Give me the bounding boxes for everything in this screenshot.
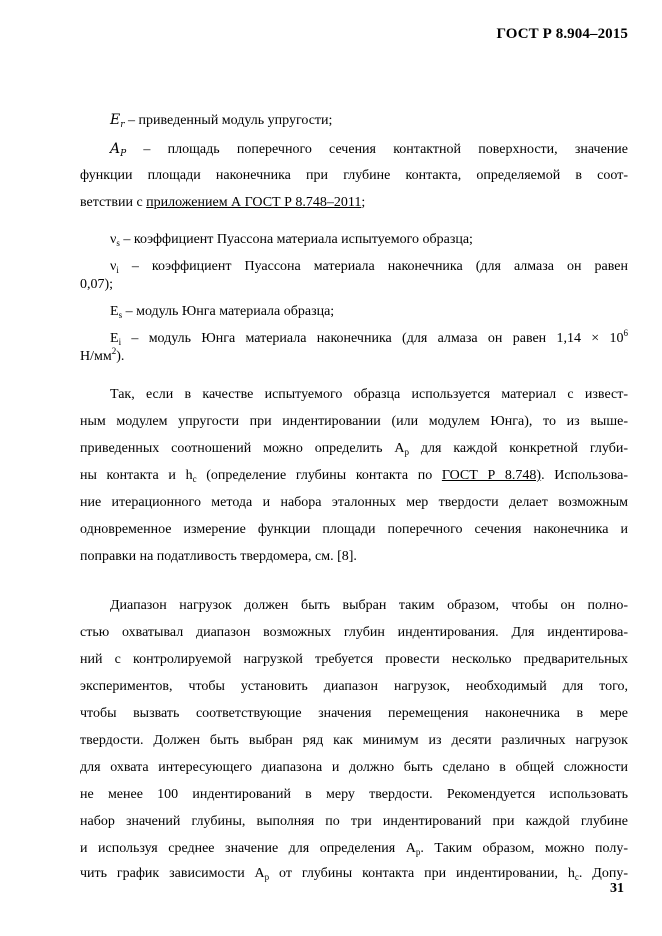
definition-ei-line1: $E_i$ – модуль Юнга материала наконечника (для алмаза он равен $1,14 \times 10^6$ <box>110 328 628 347</box>
definition-nu-s: $\nu_s$ – коэффициент Пуассона материала испытуемого образца; <box>110 232 473 248</box>
definition-ap-line1: $A_P$ – площадь поперечного сечения контактной поверхности, значение <box>110 141 628 159</box>
appendix-link[interactable]: приложением А ГОСТ Р 8.748–2011 <box>146 195 362 210</box>
definition-es: $E_s$ – модуль Юнга материала образца; <box>110 304 335 320</box>
symbol-ap: $A_P$ <box>110 141 127 159</box>
symbol-er: $E_r$ <box>110 112 125 130</box>
para1-line: Так, если в качестве испытуемого образца используется материал с извест- <box>110 387 628 402</box>
definition-nu-i-line1: $\nu_i$ – коэффициент Пуассона материала наконечника (для алмаза он равен <box>110 259 628 275</box>
para1-line: ние итерационного метода и набора эталонных мер твердости делает возможным <box>80 495 628 510</box>
para2-line: набор значений глубины, выполняя по три индентирований при каждой глубине <box>80 814 628 829</box>
para1-line: приведенных соотношений можно определить $A_p$ для каждой конкретной глуби- <box>80 441 628 457</box>
gost-link[interactable]: ГОСТ Р 8.748) <box>441 468 542 483</box>
para1-line: ным модулем упругости при индентировании (или модулем Юнга), то из выше- <box>80 414 628 429</box>
para2-line: твердости. Должен быть выбран ряд как минимум из десяти различных нагрузок <box>80 733 628 748</box>
definition-er: $E_r$ – приведенный модуль упругости; <box>110 112 333 130</box>
definition-nu-i-line2: 0,07); <box>80 277 114 292</box>
para1-line: ны контакта и $h_c$ (определение глубины контакта по ГОСТ Р 8.748). Использова- <box>80 468 628 484</box>
para2-line: ний с контролируемой нагрузкой требуется провести несколько предварительных <box>80 652 628 667</box>
page-header: ГОСТ Р 8.904–2015 <box>496 26 628 42</box>
page-number: 31 <box>610 881 624 896</box>
definition-ap-line3: ветствии с приложением А ГОСТ Р 8.748–2011; <box>80 195 366 210</box>
para2-line: стью охватывал диапазон возможных глубин индентирования. Для индентирова- <box>80 625 628 640</box>
para2-line: не менее 100 индентирований в меру твердости. Рекомендуется использовать <box>80 787 628 802</box>
para2-line: для охвата интересующего диапазона и должно быть сделано в общей сложности <box>80 760 628 775</box>
para1-line: поправки на податливость твердомера, см. [8]. <box>80 549 357 564</box>
para2-line: экспериментов, чтобы установить диапазон нагрузок, необходимый для того, <box>80 679 628 694</box>
para2-line: и используя среднее значение для определения $A_p$. Таким образом, можно полу- <box>80 841 628 857</box>
para2-line: Диапазон нагрузок должен быть выбран таким образом, чтобы он полно- <box>110 598 628 613</box>
para1-line: одновременное измерение функции площади поперечного сечения наконечника и <box>80 522 628 537</box>
definition-ap-line2: функции площади наконечника при глубине контакта, определяемой в соот- <box>80 168 628 183</box>
para2-line: чтобы вызвать соответствующие значения перемещения наконечника в мере <box>80 706 628 721</box>
definition-ei-line2: $Н/мм^2$). <box>80 346 125 364</box>
para2-line: чить график зависимости $A_p$ от глубины контакта при индентировании, $h_c$. Допу- <box>80 866 628 882</box>
